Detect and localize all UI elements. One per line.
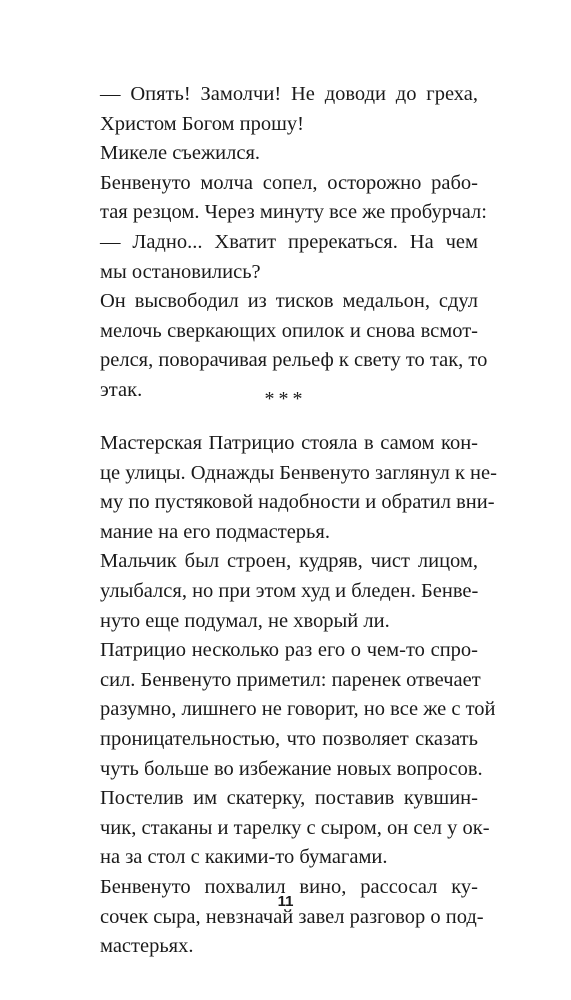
paragraph bbox=[100, 547, 478, 636]
text-line: мы остановились? bbox=[100, 260, 261, 283]
text-line: Бенвенуто молча сопел, осторожно рабо- bbox=[100, 171, 478, 194]
paragraph bbox=[100, 169, 487, 228]
text-line: релся, поворачивая рельеф к свету то так, то bbox=[100, 349, 488, 372]
text-line: мастерьях. bbox=[100, 935, 194, 958]
text-line: це улицы. Однажды Бенвенуто заглянул к не- bbox=[100, 461, 497, 484]
section-separator: *** bbox=[264, 388, 307, 410]
text-line: тая резцом. Через минуту все же пробурчал: bbox=[100, 201, 487, 224]
text-line: Бенвенуто похвалил вино, рассосал ку- bbox=[100, 875, 478, 898]
text-line: нуто еще подумал, не хворый ли. bbox=[100, 609, 390, 632]
text-line: Постелив им скатерку, поставив кувшин- bbox=[100, 787, 478, 810]
text-line: Мальчик был строен, кудряв, чист лицом, bbox=[100, 550, 478, 573]
text-line: на за стол с какими-то бумагами. bbox=[100, 846, 388, 869]
text-line: проницательностью, что позволяет сказать bbox=[100, 727, 478, 750]
text-block-bottom bbox=[100, 429, 497, 962]
text-line: Мастерская Патрицио стояла в самом кон- bbox=[100, 432, 478, 454]
text-line: этак. bbox=[100, 378, 143, 401]
text-block-top bbox=[100, 80, 488, 406]
text-line: мание на его подмастерья. bbox=[100, 520, 330, 543]
text-line: Христом Богом прошу! bbox=[100, 112, 304, 135]
paragraph bbox=[100, 80, 478, 139]
text-line: мелочь сверкающих опилок и снова всмот- bbox=[100, 319, 478, 342]
paragraph bbox=[100, 139, 478, 169]
text-line: Он высвободил из тисков медальон, сдул bbox=[100, 290, 478, 313]
text-line: улыбался, но при этом худ и бледен. Бенве- bbox=[100, 579, 479, 602]
text-line: чик, стаканы и тарелку с сыром, он сел у ок- bbox=[100, 816, 490, 839]
text-line: чуть больше во избежание новых вопросов. bbox=[100, 757, 483, 780]
paragraph bbox=[100, 784, 490, 873]
paragraph bbox=[100, 228, 478, 287]
paragraph bbox=[100, 429, 497, 547]
paragraph bbox=[100, 873, 484, 962]
text-line: Патрицио несколько раз его о чем-то спро- bbox=[100, 639, 478, 662]
text-line: разумно, лишнего не говорит, но все же с той bbox=[100, 698, 496, 721]
text-line: сил. Бенвенуто приметил: паренек отвечает bbox=[100, 668, 481, 691]
text-line: Микеле съежился. bbox=[100, 142, 261, 165]
text-line: му по пустяковой надобности и обратил вни- bbox=[100, 491, 495, 514]
paragraph bbox=[100, 636, 496, 784]
text-line: — Ладно... Хватит пререкаться. На чем bbox=[100, 230, 478, 253]
text-line: сочек сыра, невзначай завел разговор о под- bbox=[100, 905, 484, 928]
text-line: — Опять! Замолчи! Не доводи до греха, bbox=[100, 83, 478, 105]
page-number: 11 bbox=[277, 893, 294, 910]
